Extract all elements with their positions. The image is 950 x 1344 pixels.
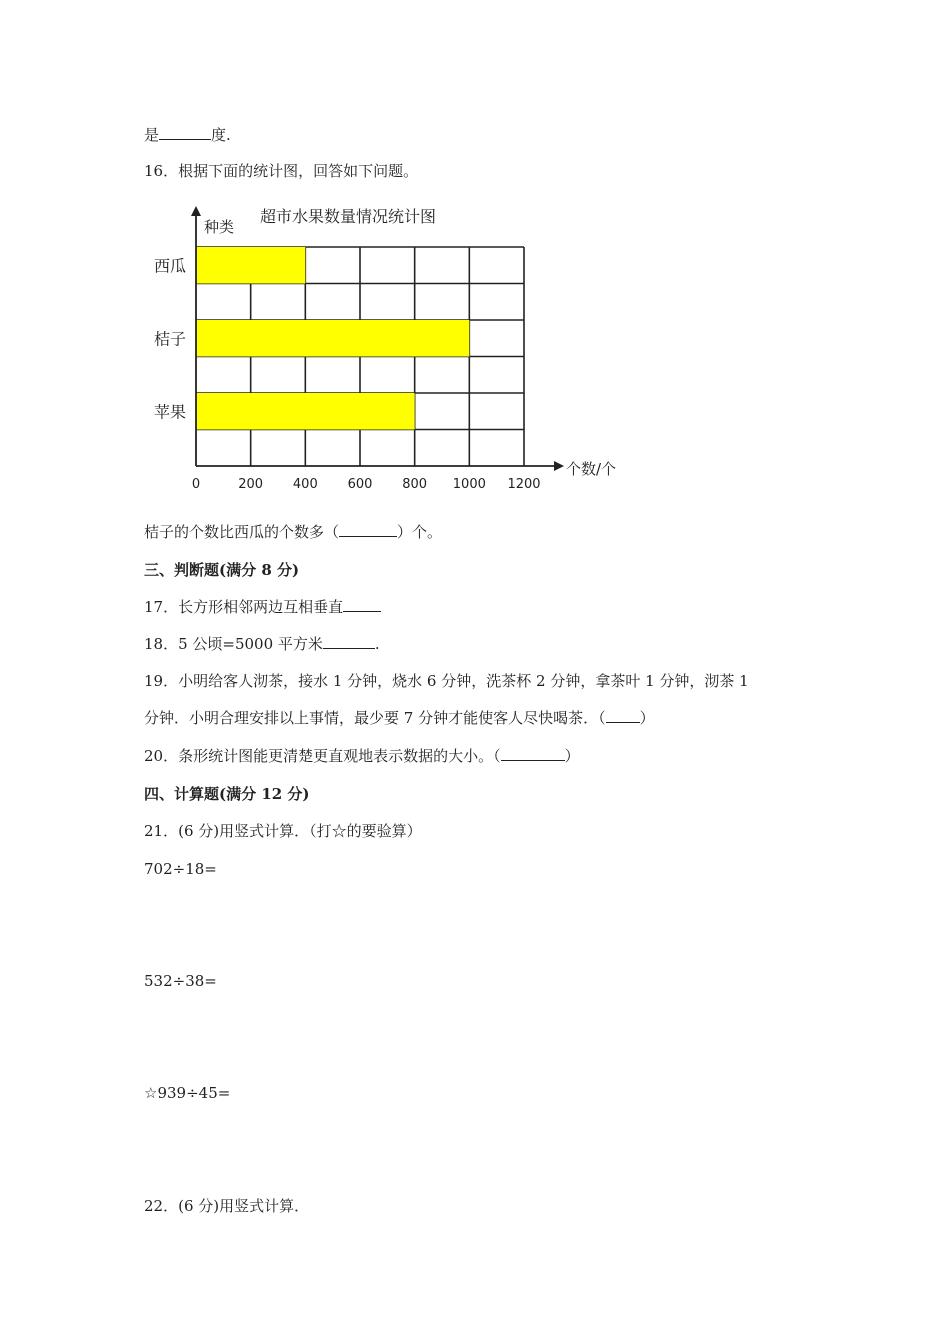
x-tick-label: 200 [238,477,264,492]
bar-2 [196,320,469,357]
y-axis-label: 种类 [204,218,235,236]
category-label: 桔子 [154,329,187,349]
calc-item: 532÷38= [144,972,217,990]
chart-bars [196,247,469,430]
q19-answer-blank[interactable] [606,708,640,723]
q18-answer-blank[interactable] [323,634,375,649]
q15-suffix: 度. [211,126,231,144]
q15-answer-blank[interactable] [159,125,211,140]
q19-suffix: ） [639,709,655,727]
q20-answer-blank[interactable] [501,746,565,761]
question-20 [144,746,580,766]
bar-3 [196,393,415,430]
question-19-line1: 19．小明给客人沏茶，接水 1 分钟，烧水 6 分钟，洗茶杯 2 分钟，拿茶叶 1 分钟，沏茶 1 [144,672,749,690]
calc-item: 702÷18= [144,860,217,878]
x-tick-label: 0 [191,477,201,492]
y-axis-arrow [191,206,201,216]
q16-answer-blank[interactable] [339,522,397,537]
question-19-line2 [144,708,655,728]
x-tick-label: 600 [347,477,373,492]
question-15-tail [144,125,231,145]
category-label: 苹果 [154,402,187,422]
section-4-title: 四、计算题(满分 12 分) [144,785,310,803]
calc-item: ☆939÷45= [144,1084,231,1102]
q15-text: 是 [144,126,160,144]
question-21: 21．(6 分)用竖式计算．（打☆的要验算） [144,822,422,840]
chart-title: 超市水果数量情况统计图 [260,207,437,226]
q18-text: 18．5 公顷=5000 平方米 [144,635,323,653]
bar-1 [196,247,305,284]
bar-chart [140,200,640,500]
x-axis-arrow [554,461,564,471]
q19-text: 分钟．小明合理安排以上事情，最少要 7 分钟才能使客人尽快喝茶．（ [144,709,606,727]
q17-answer-blank[interactable] [343,597,381,612]
question-16: 16．根据下面的统计图，回答如下问题。 [144,162,419,180]
q16-question-suffix: ）个。 [397,523,443,541]
question-16-ask [144,522,442,542]
section-3-title: 三、判断题(满分 8 分) [144,561,300,579]
q18-suffix: . [374,635,380,653]
q20-text: 20．条形统计图能更清楚更直观地表示数据的大小。（ [144,747,501,765]
q16-question-text: 桔子的个数比西瓜的个数多（ [144,523,340,541]
q17-text: 17．长方形相邻两边互相垂直 [144,598,344,616]
q20-suffix: ） [564,747,580,765]
category-label: 西瓜 [154,256,187,276]
x-tick-label: 1000 [452,477,486,492]
x-axis-label: 个数/个 [566,460,617,478]
x-tick-label: 800 [402,477,428,492]
question-17 [144,597,381,617]
question-22: 22．(6 分)用竖式计算． [144,1197,310,1215]
question-18 [144,634,380,654]
x-tick-label: 1200 [507,477,541,492]
x-tick-label: 400 [292,477,318,492]
